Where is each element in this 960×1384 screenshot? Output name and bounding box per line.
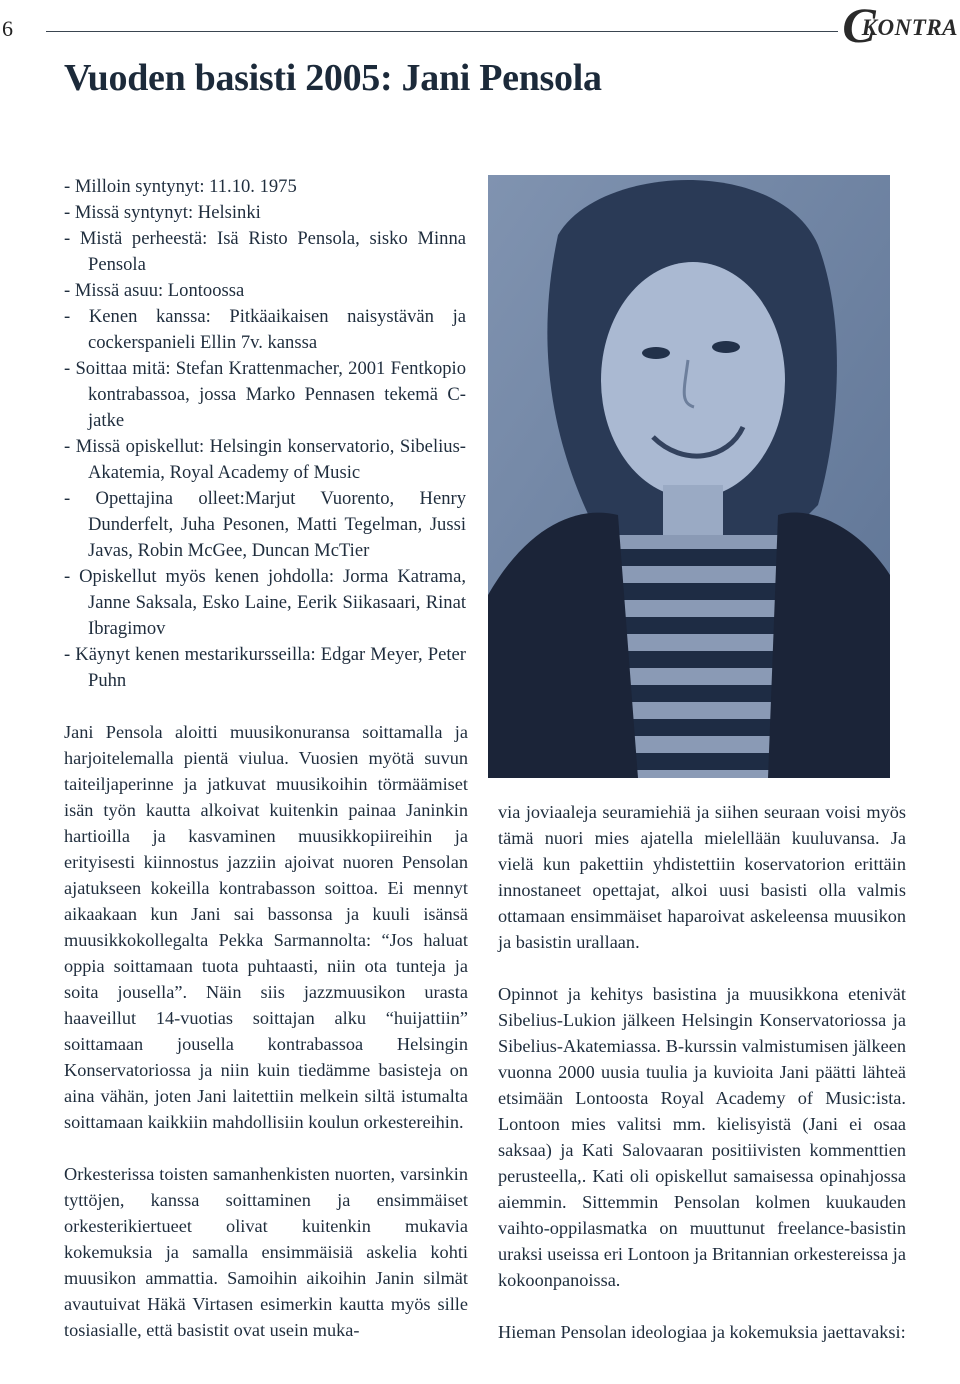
article-title: Vuoden basisti 2005: Jani Pensola bbox=[64, 57, 602, 99]
fact-item: - Mistä perheestä: Isä Risto Pensola, sisko Minna Pensola bbox=[64, 228, 466, 275]
body-paragraph: via joviaaleja seuramiehiä ja siihen seuraan voisi myös tämä nuori mies ajatella mielellään kuuluvansa. Ja vielä kun pakettiin yhdistettiin koservatorion erittäin innostaneet opettajat, alkoi uusi basisti olla valmis ottamaan ensimmäiset haparoivat askeleensa muusikon ja basistin urallaan. bbox=[498, 802, 906, 952]
fact-item: - Milloin syntynyt: 11.10. 1975 bbox=[64, 176, 297, 197]
logo-letter: C bbox=[842, 0, 876, 53]
fact-list bbox=[64, 174, 466, 694]
logo-word: KONTRA bbox=[861, 15, 958, 40]
body-paragraph: Jani Pensola aloitti muusikonuransa soittamalla ja harjoitelemalla pientä viulua. Vuosien myötä suvun taiteiljaperinne ja jatkuvat muusikoihin törmäämiset isän työn kautta alkoivat kuitenkin painaa Janinkin hartioilla ja kasvaminen muusikkopiireihin ja erityisesti kiinnostus jazziin ajoivat nuoren Pensolan ajatukseen kokeilla kontrabasson soittoa. Ei mennyt aikaakaan kun Jani sai bassonsa ja kuuli isänsä muusikkokollegalta Pekka Sarmannolta: “Jos haluat oppia soittamaan tuota puhtaasti, niin ota tunteja ja soita jousella”. Näin siis jazzmuusikon urasta haaveillut 14-vuotias soittajan alku “huijattiin” soittamaan jousella kontrabassoa Helsingin Konservatoriossa ja niin kuin tiedämme basisteja on aina vähän, joten Jani laitettiin melkein siltä istumalta soittamaan kaikkiin mahdollisiin koulun orkestereihin. bbox=[64, 722, 468, 1132]
body-paragraph: Orkesterissa toisten samanhenkisten nuorten, varsinkin tyttöjen, kanssa soittaminen ja ensimmäiset orkesterikiertueet olivat kuitenkin mukavia kokemuksia ja samalla ensimmäisiä askelia kohti muusikon ammattia. Samoihin aikoihin Janin silmät avautuivat Häkä Virtasen esimerkin kautta myös sille tosiasialle, että basistit ovat usein muka- bbox=[64, 1164, 468, 1340]
kontra-logo bbox=[838, 0, 958, 53]
fact-item: - Opiskellut myös kenen johdolla: Jorma Katrama, Janne Saksala, Esko Laine, Eerik Siikasaari, Rinat Ibragimov bbox=[64, 566, 466, 639]
page-number: 6 bbox=[2, 16, 13, 41]
body-paragraph: Hieman Pensolan ideologiaa ja kokemuksia jaettavaksi: bbox=[498, 1322, 906, 1342]
fact-item: - Kenen kanssa: Pitkäaikaisen naisystävän ja cockerspanieli Ellin 7v. kanssa bbox=[64, 306, 466, 353]
article-column-left bbox=[64, 719, 468, 1369]
article-column-right bbox=[498, 799, 906, 1371]
fact-item: - Missä syntynyt: Helsinki bbox=[64, 202, 261, 223]
fact-item: - Missä asuu: Lontoossa bbox=[64, 280, 245, 301]
header-rule bbox=[46, 31, 900, 32]
fact-item: - Opettajina olleet:Marjut Vuorento, Henry Dunderfelt, Juha Pesonen, Matti Tegelman, Jussi Javas, Robin McGee, Duncan McTier bbox=[64, 488, 466, 561]
fact-item: - Käynyt kenen mestarikursseilla: Edgar Meyer, Peter Puhn bbox=[64, 644, 466, 691]
portrait-photo bbox=[488, 175, 890, 778]
body-paragraph: Opinnot ja kehitys basistina ja muusikkona etenivät Sibelius-Lukion jälkeen Helsingin Konservatoriossa ja Sibelius-Akatemiassa. B-kurssin valmistumisen jälkeen vuonna 2000 uusia tuulia ja kuvioita Jani päätti lähteä etsimään Lontoosta Royal Academy of Music:ista. Lontoon mies valitsi mm. kielisyistä (Jani ei osaa saksaa) ja Kati Salovaaran positiivisten kommenttien perusteella,. Kati oli opiskellut samaisessa opinahjossa aiemmin. Sittemmin Pensolan kolmen kuukauden vaihto-oppilasmatka on muuttunut freelance-basistin uraksi useissa eri Lontoon ja Britannian orkestereissa ja kokoonpanoissa. bbox=[498, 984, 906, 1290]
fact-item: - Soittaa mitä: Stefan Krattenmacher, 2001 Fentkopio kontrabassoa, jossa Marko Pennasen tekemä C-jatke bbox=[64, 358, 466, 431]
portrait-illustration bbox=[488, 175, 890, 778]
fact-item: - Missä opiskellut: Helsingin konservatorio, Sibelius-Akatemia, Royal Academy of Music bbox=[64, 436, 466, 483]
